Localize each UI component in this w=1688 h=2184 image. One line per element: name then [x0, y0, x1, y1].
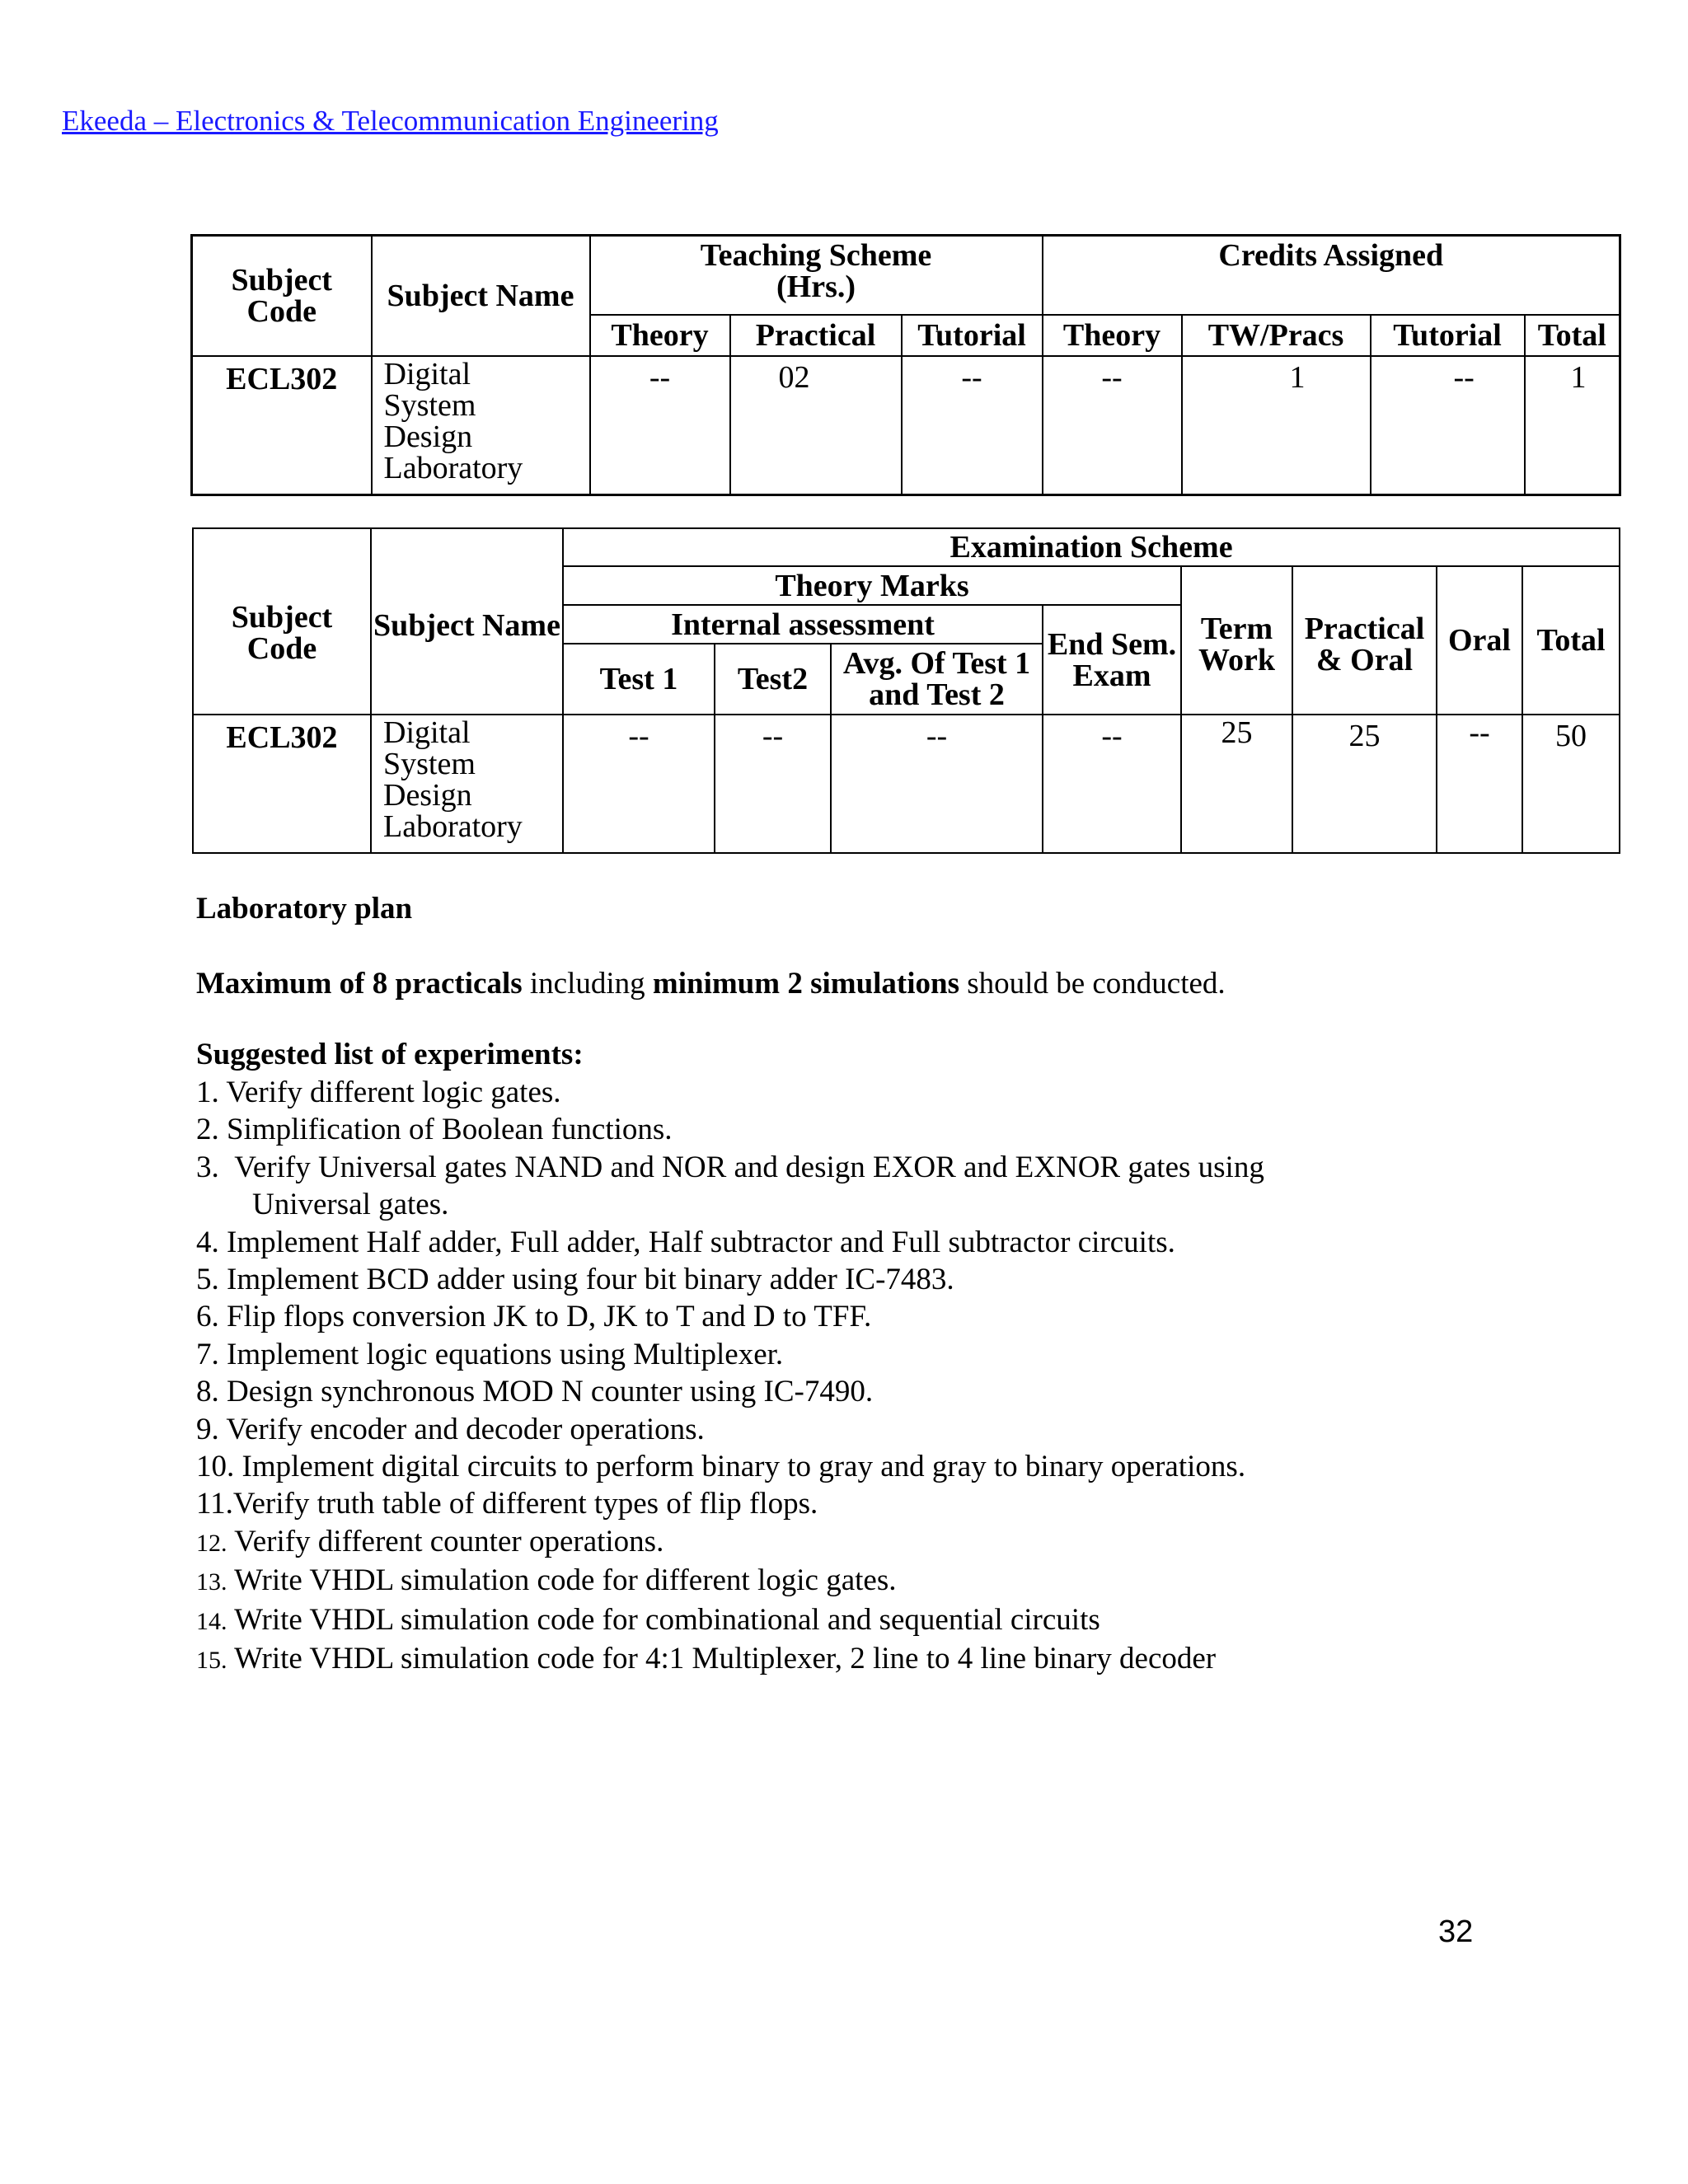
t1-subject-name: Digital System Design Laboratory — [372, 356, 590, 495]
t2-practical-oral: 25 — [1292, 715, 1437, 853]
t2-internal-assessment-header: Internal assessment — [563, 605, 1043, 644]
lab-plan-instruction — [196, 966, 1226, 1001]
t1-teaching-tutorial: -- — [902, 356, 1043, 495]
t1-credits-theory-header: Theory — [1043, 315, 1182, 356]
t1-credits-theory: -- — [1043, 356, 1182, 495]
max-practicals-text2: should be conducted. — [959, 967, 1226, 1001]
t1-credits-total: 1 — [1525, 356, 1620, 495]
list-item: 14. Write VHDL simulation code for combinational and sequential circuits — [196, 1602, 1100, 1637]
t1-subject-code-header: Subject Code — [192, 236, 372, 357]
t2-term-work: 25 — [1181, 715, 1292, 853]
list-item: 13. Write VHDL simulation code for different logic gates. — [196, 1563, 897, 1598]
t1-credits-tutorial-header: Tutorial — [1371, 315, 1525, 356]
t1-teaching-theory: -- — [590, 356, 730, 495]
experiment-list — [196, 1074, 1264, 1680]
t2-test1: -- — [563, 715, 715, 853]
t2-subject-code: ECL302 — [193, 715, 371, 853]
t2-term-work-header: Term Work — [1181, 566, 1292, 715]
t2-examination-scheme-header: Examination Scheme — [563, 528, 1620, 566]
t1-teaching-practical: 02 — [730, 356, 902, 495]
list-item: 7. Implement logic equations using Multiplexer. — [196, 1337, 784, 1371]
list-item: 6. Flip flops conversion JK to D, JK to T and D to TFF. — [196, 1300, 872, 1334]
lab-plan-heading: Laboratory plan — [196, 892, 413, 926]
max-practicals-text1: including — [522, 967, 653, 1001]
t1-teaching-tutorial-header: Tutorial — [902, 315, 1043, 356]
t2-test2-header: Test2 — [715, 644, 831, 715]
t2-test1-header: Test 1 — [563, 644, 715, 715]
list-item: 12. Verify different counter operations. — [196, 1524, 664, 1558]
t1-teaching-theory-header: Theory — [590, 315, 730, 356]
t1-subject-code: ECL302 — [192, 356, 372, 495]
list-item: 8. Design synchronous MOD N counter using IC-7490. — [196, 1375, 874, 1409]
examination-scheme-table — [192, 527, 1620, 854]
t2-end-sem-header: End Sem. Exam — [1043, 605, 1181, 715]
min-simulations-bold: minimum 2 simulations — [652, 967, 960, 1001]
suggested-list-heading: Suggested list of experiments: — [196, 1038, 584, 1071]
t2-test2: -- — [715, 715, 831, 853]
list-item: 1. Verify different logic gates. — [196, 1076, 561, 1109]
t1-credits-twpracs-header: TW/Pracs — [1182, 315, 1371, 356]
t1-teaching-scheme-header: Teaching Scheme (Hrs.) — [590, 236, 1043, 316]
t1-subject-name-header: Subject Name — [372, 236, 590, 357]
list-item: 2. Simplification of Boolean functions. — [196, 1113, 673, 1147]
t2-total: 50 — [1522, 715, 1620, 853]
t1-credits-assigned-header: Credits Assigned — [1043, 236, 1620, 316]
list-item: 15. Write VHDL simulation code for 4:1 Multiplexer, 2 line to 4 line binary decoder — [196, 1642, 1217, 1676]
t2-oral-header: Oral — [1437, 566, 1522, 715]
t2-oral: -- — [1437, 715, 1522, 853]
t2-end-sem: -- — [1043, 715, 1181, 853]
list-item: 10. Implement digital circuits to perform binary to gray and gray to binary operations. — [196, 1450, 1246, 1484]
t2-subject-name-header: Subject Name — [371, 528, 563, 715]
t2-subject-name: Digital System Design Laboratory — [371, 715, 563, 853]
t2-subject-code-header: Subject Code — [193, 528, 371, 715]
header-link[interactable]: Ekeeda – Electronics & Telecommunication Engineering — [62, 105, 719, 137]
t2-avg-header: Avg. Of Test 1 and Test 2 — [831, 644, 1043, 715]
t2-total-header: Total — [1522, 566, 1620, 715]
page-number: 32 — [1438, 1915, 1474, 1949]
max-practicals-bold: Maximum of 8 practicals — [196, 967, 523, 1001]
list-item: 3. Verify Universal gates NAND and NOR and design EXOR and EXNOR gates using Universal gates. — [196, 1150, 1264, 1222]
list-item: 4. Implement Half adder, Full adder, Half subtractor and Full subtractor circuits. — [196, 1225, 1175, 1259]
list-item: 9. Verify encoder and decoder operations. — [196, 1412, 705, 1446]
list-item: 5. Implement BCD adder using four bit binary adder IC-7483. — [196, 1263, 954, 1297]
t1-credits-twpracs: 1 — [1182, 356, 1371, 495]
t1-teaching-practical-header: Practical — [730, 315, 902, 356]
t2-practical-oral-header: Practical & Oral — [1292, 566, 1437, 715]
t2-theory-marks-header: Theory Marks — [563, 566, 1181, 605]
t1-credits-total-header: Total — [1525, 315, 1620, 356]
t1-credits-tutorial: -- — [1371, 356, 1525, 495]
t2-avg: -- — [831, 715, 1043, 853]
list-item: 11.Verify truth table of different types of flip flops. — [196, 1487, 818, 1521]
teaching-credits-table — [190, 234, 1621, 496]
